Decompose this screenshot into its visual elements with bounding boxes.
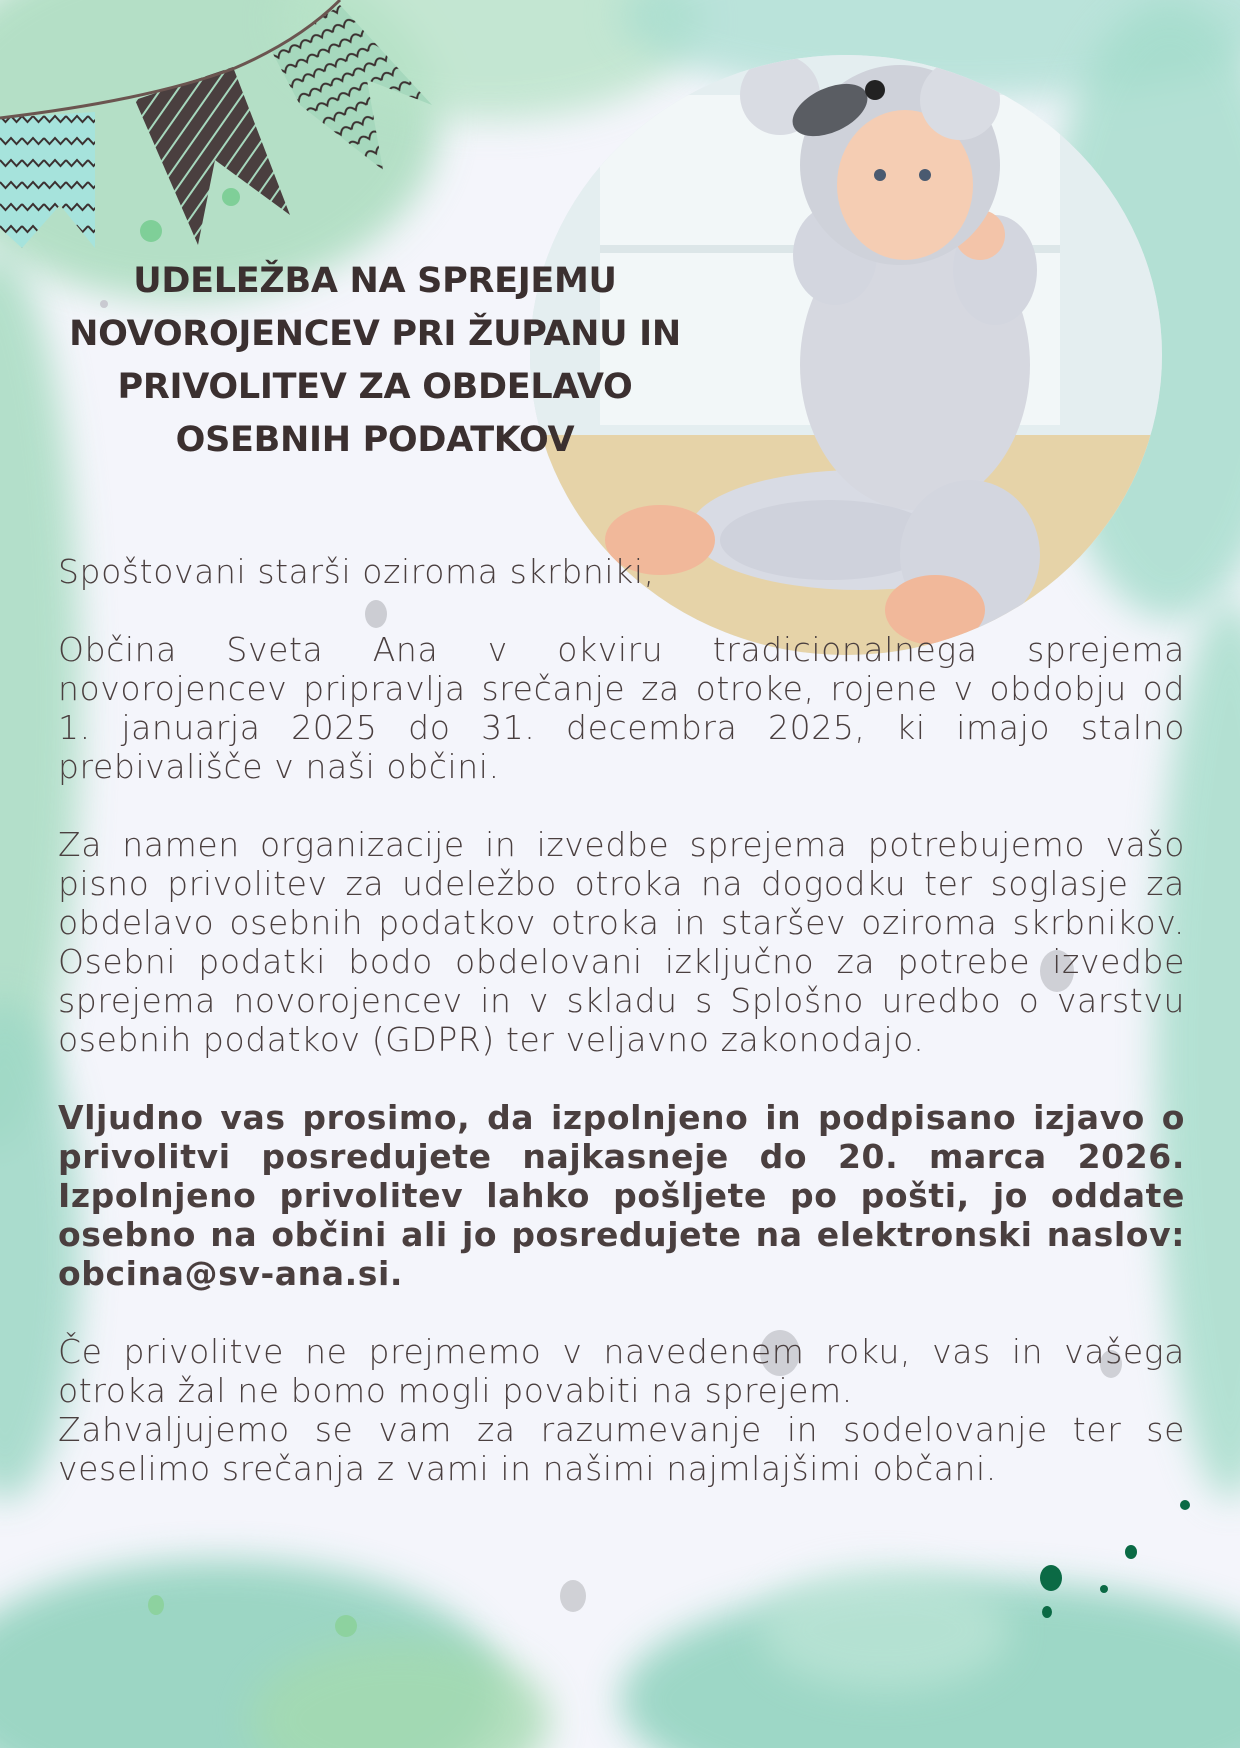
title-line: UDELEŽBA NA SPREJEMU (133, 261, 617, 301)
title-line: OSEBNIH PODATKOV (175, 420, 575, 460)
title-line: NOVOROJENCEV PRI ŽUPANU IN (69, 314, 681, 354)
letter-body (58, 552, 1185, 1488)
gdpr-paragraph: Za namen organizacije in izvedbe sprejema potrebujemo vašo pisno privolitev za udeležbo otroka na dogodku ter soglasje za obdelavo osebnih podatkov otroka in staršev oziroma skrbnikov. Osebni podatki bodo obdelovani izključno za potrebe izvedbe sprejema novorojencev in v skladu s Splošno uredbo o varstvu osebnih podatkov (GDPR) ter veljavno zakonodajo. (58, 825, 1185, 1059)
closing-line: Če privolitve ne prejmemo v navedenem roku, vas in vašega otroka žal ne bomo mogli povabiti na sprejem. (58, 1332, 1185, 1410)
title-line: PRIVOLITEV ZA OBDELAVO (117, 367, 633, 407)
bunting-flags-icon (0, 0, 440, 260)
document-title (55, 255, 695, 467)
closing-line: Zahvaljujemo se vam za razumevanje in sodelovanje ter se veselimo srečanja z vami in našimi najmlajšimi občani. (58, 1410, 1185, 1488)
intro-paragraph: Občina Sveta Ana v okviru tradicionalnega sprejema novorojencev pripravlja srečanje za otroke, rojene v obdobju od 1. januarja 2025 do 31. decembra 2025, ki imajo stalno prebivališče v naši občini. (58, 630, 1185, 786)
deadline-paragraph: Vljudno vas prosimo, da izpolnjeno in podpisano izjavo o privolitvi posredujete najkasneje do 20. marca 2026. Izpolnjeno privolitev lahko pošljete po pošti, jo oddate osebno na občini ali jo posredujete na elektronski naslov: obcina@sv-ana.si. (58, 1098, 1185, 1293)
greeting: Spoštovani starši oziroma skrbniki, (58, 552, 655, 591)
